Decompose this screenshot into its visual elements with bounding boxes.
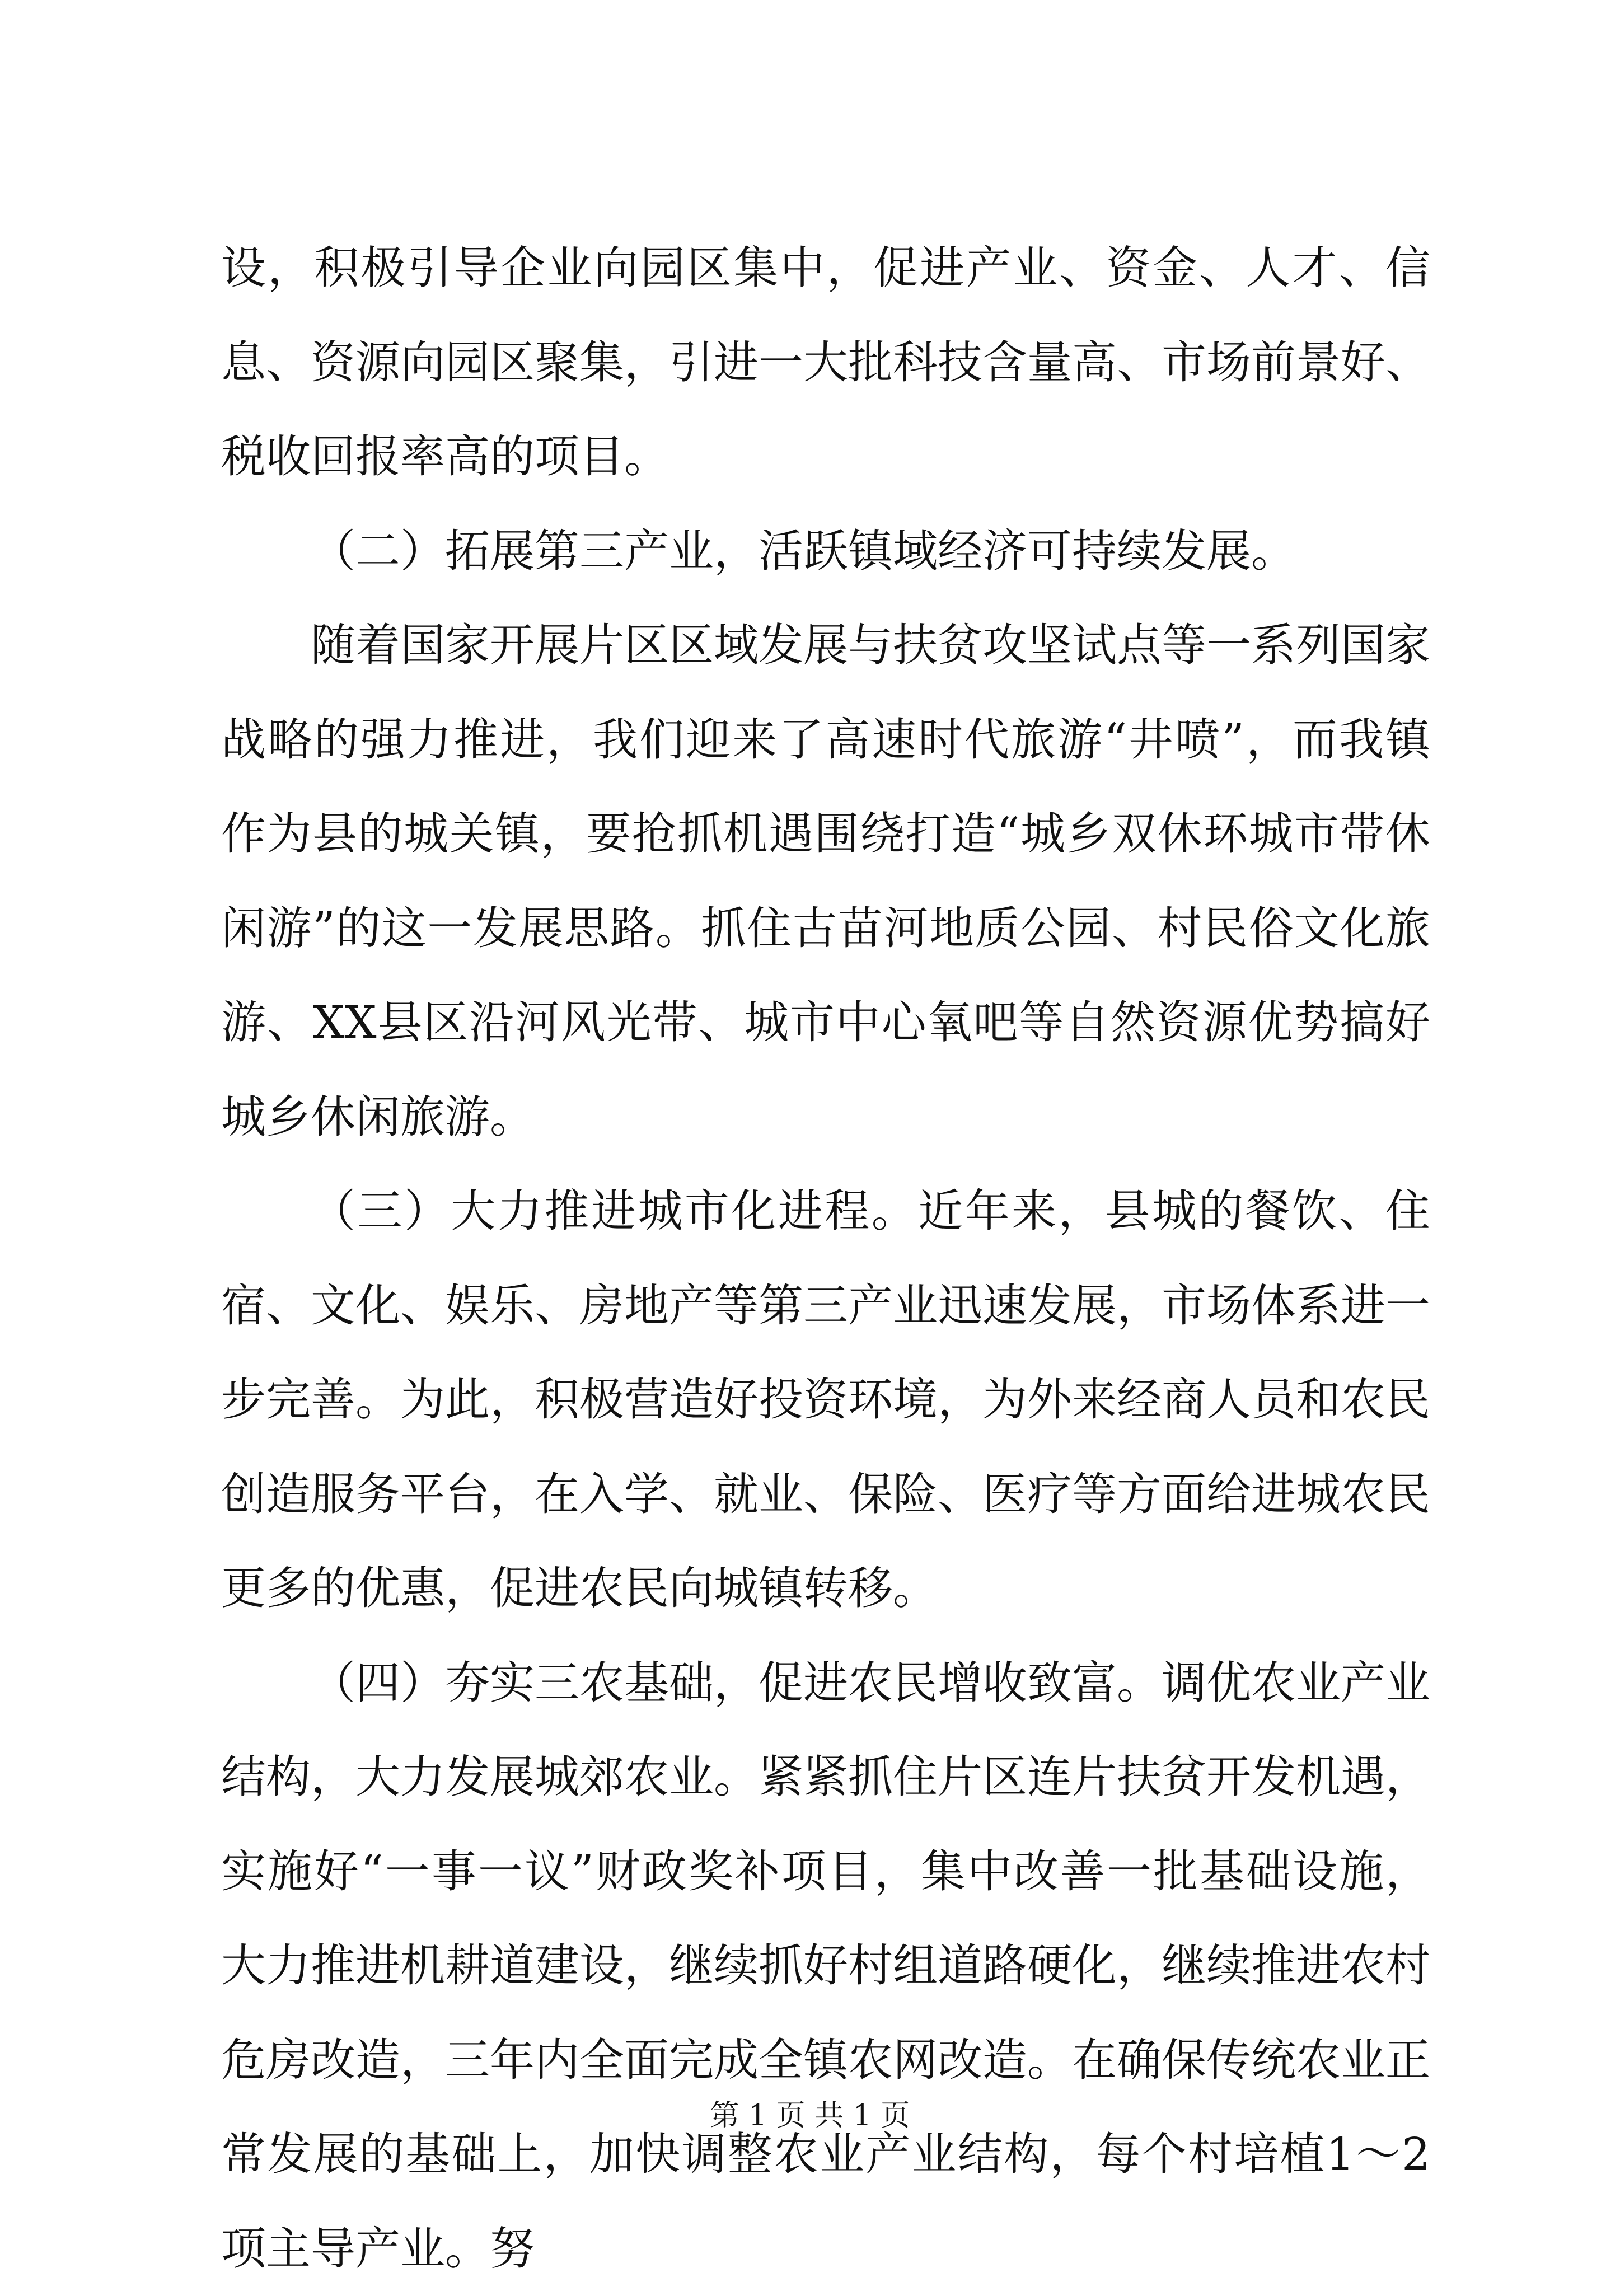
paragraph-heading-four: （四）夯实三农基础，促进农民增收致富。调优农业产业结构，大力发展城郊农业。紧紧抓住片区连片扶贫开发机遇，实施好“一事一议”财政奖补项目，集中改善一批基础设施，大力推进机耕道建设，继续抓好村组道路硬化，继续推进农村危房改造，三年内全面完成全镇农网改造。在确保传统农业正常发展的基础上，加快调整农业产业结构，每个村培植1～2项主导产业。努 [221,1636,1430,2296]
paragraph-heading-three: （三）大力推进城市化进程。近年来，县城的餐饮、住宿、文化、娱乐、房地产等第三产业迅速发展，市场体系进一步完善。为此，积极营造好投资环境，为外来经商人员和农民创造服务平台，在入学、就业、保险、医疗等方面给进城农民更多的优惠，促进农民向城镇转移。 [221,1164,1430,1636]
document-body [221,221,1430,2296]
paragraph-continuation: 设，积极引导企业向园区集中，促进产业、资金、人才、信息、资源向园区聚集，引进一大批科技含量高、市场前景好、税收回报率高的项目。 [221,221,1430,504]
page-footer: 第 1 页 共 1 页 [0,2093,1620,2138]
paragraph-tourism: 随着国家开展片区区域发展与扶贫攻坚试点等一系列国家战略的强力推进，我们迎来了高速时代旅游“井喷”，而我镇作为县的城关镇，要抢抓机遇围绕打造“城乡双休环城市带休闲游”的这一发展思路。抓住古苗河地质公园、村民俗文化旅游、XX县区沿河风光带、城市中心氧吧等自然资源优势搞好城乡休闲旅游。 [221,598,1430,1164]
paragraph-heading-two: （二）拓展第三产业，活跃镇域经济可持续发展。 [221,504,1430,599]
